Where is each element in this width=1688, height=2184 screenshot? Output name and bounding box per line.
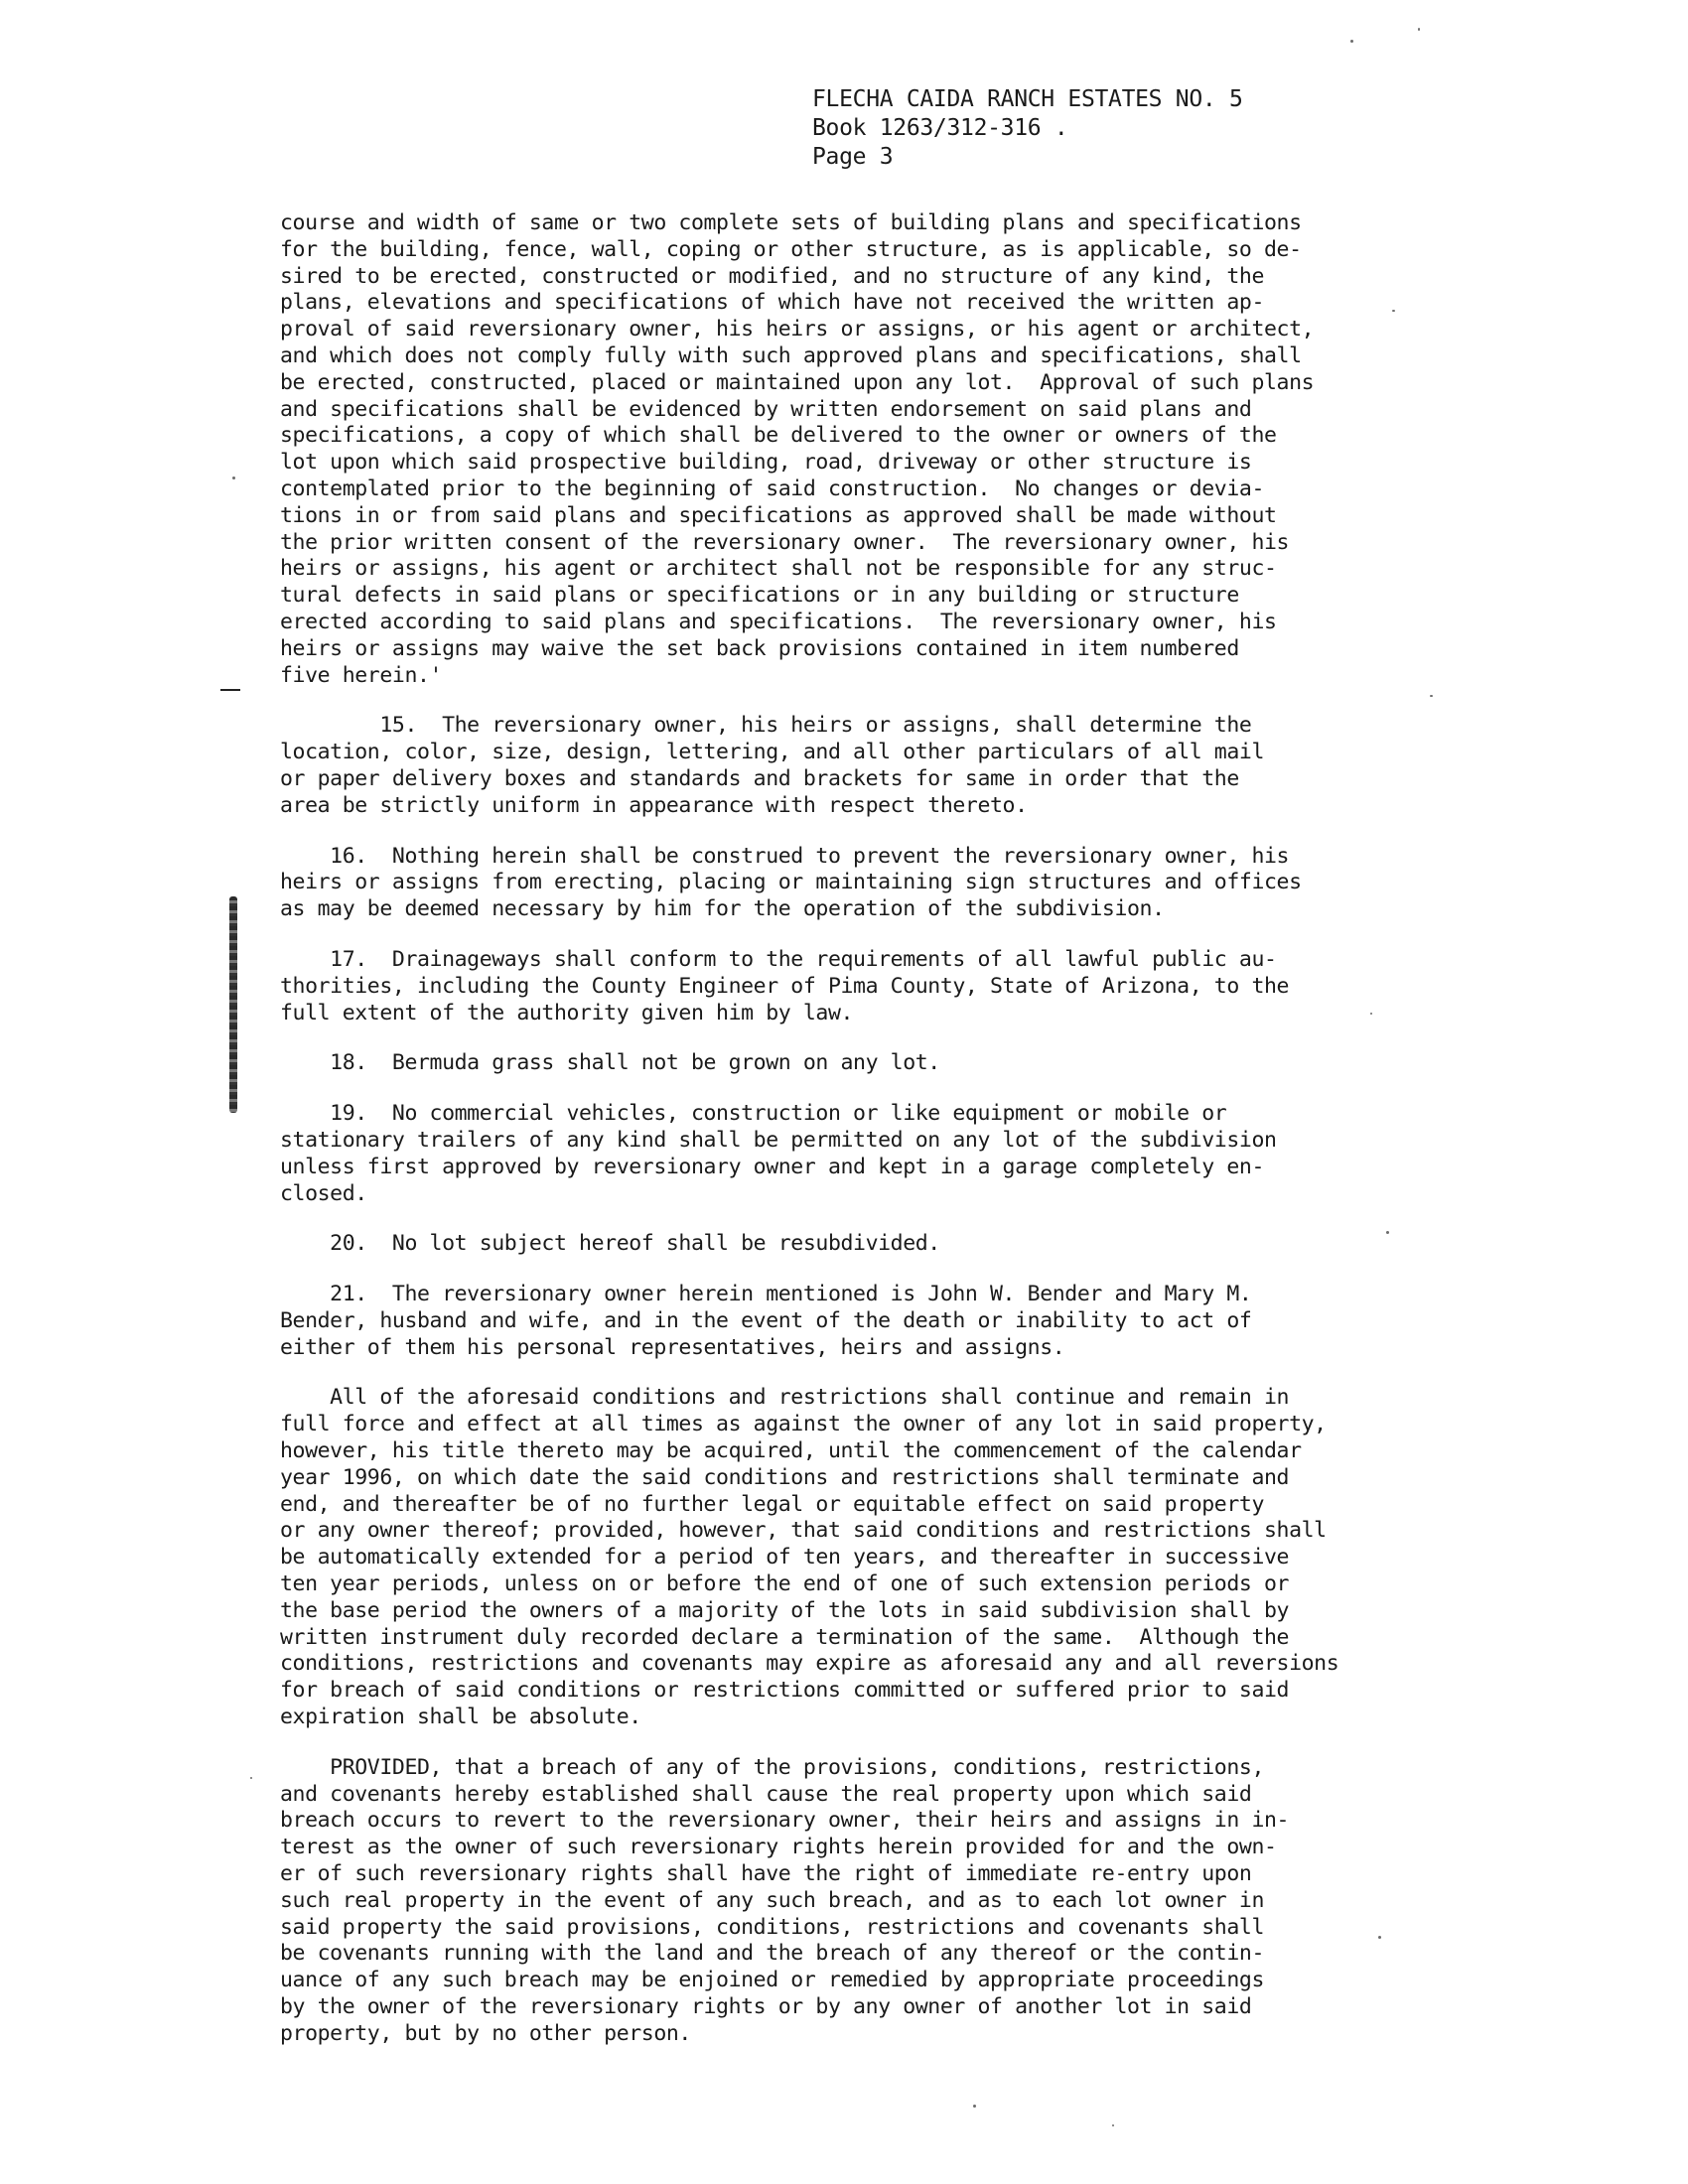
text-line: terest as the owner of such reversionary rights herein provided for and the own-	[280, 1835, 1277, 1860]
header-page-number: Page 3	[812, 144, 894, 170]
paragraph	[280, 210, 1404, 689]
text-line: however, his title thereto may be acquired, until the commencement of the calendar	[280, 1438, 1302, 1464]
text-line: 15. The reversionary owner, his heirs or assigns, shall determine the	[280, 713, 1252, 739]
text-line: full extent of the authority given him by law.	[280, 1000, 854, 1025]
text-line: Bender, husband and wife, and in the event of the death or inability to act of	[280, 1307, 1252, 1333]
text-line: be covenants running with the land and the breach of any thereof or the contin-	[280, 1941, 1264, 1967]
paragraph	[280, 1050, 1404, 1077]
text-line: PROVIDED, that a breach of any of the provisions, conditions, restrictions,	[280, 1754, 1264, 1780]
scan-speck	[232, 477, 235, 479]
text-line: such real property in the event of any such breach, and as to each lot owner in	[280, 1887, 1264, 1913]
header-title: FLECHA CAIDA RANCH ESTATES NO. 5	[812, 86, 1243, 112]
text-line: plans, elevations and specifications of which have not received the written ap-	[280, 290, 1264, 316]
text-line: 21. The reversionary owner herein mentioned is John W. Bender and Mary M.	[280, 1282, 1252, 1307]
paragraph	[280, 1231, 1404, 1258]
text-line: stationary trailers of any kind shall be permitted on any lot of the subdivision	[280, 1127, 1277, 1153]
text-line: contemplated prior to the beginning of said construction. No changes or devia-	[280, 476, 1264, 501]
text-line: 17. Drainageways shall conform to the requirements of all lawful public au-	[280, 946, 1277, 972]
scan-speck	[1112, 2124, 1114, 2126]
text-line: expiration shall be absolute.	[280, 1705, 641, 1730]
scan-speck	[1392, 310, 1395, 312]
text-line: for breach of said conditions or restrictions committed or suffered prior to said	[280, 1678, 1290, 1704]
text-line: ten year periods, unless on or before the end of one of such extension periods or	[280, 1571, 1290, 1597]
text-line: full force and effect at all times as against the owner of any lot in said property,	[280, 1412, 1327, 1437]
text-line: heirs or assigns, his agent or architect shall not be responsible for any struc-	[280, 556, 1277, 582]
text-line: area be strictly uniform in appearance with respect thereto.	[280, 792, 1028, 818]
scan-speck	[1378, 1936, 1381, 1939]
text-line: heirs or assigns from erecting, placing or maintaining sign structures and offices	[280, 870, 1302, 895]
text-line: as may be deemed necessary by him for the operation of the subdivision.	[280, 896, 1165, 922]
text-line: be automatically extended for a period of ten years, and thereafter in successive	[280, 1545, 1290, 1570]
header-book-reference: Book 1263/312-316 .	[812, 115, 1068, 141]
text-line: and covenants hereby established shall cause the real property upon which said	[280, 1781, 1252, 1807]
text-line: said property the said provisions, conditions, restrictions and covenants shall	[280, 1914, 1264, 1940]
text-line: five herein.'	[280, 662, 443, 688]
scan-speck	[1430, 695, 1433, 697]
text-line: 18. Bermuda grass shall not be grown on any lot.	[280, 1050, 940, 1076]
text-line: written instrument duly recorded declare a termination of the same. Although the	[280, 1624, 1290, 1650]
text-line: 16. Nothing herein shall be construed to prevent the reversionary owner, his	[280, 843, 1290, 869]
text-line: the prior written consent of the reversionary owner. The reversionary owner, his	[280, 529, 1290, 555]
paragraph	[280, 1101, 1404, 1207]
text-line: uance of any such breach may be enjoined or remedied by appropriate proceedings	[280, 1968, 1264, 1993]
text-line: and specifications shall be evidenced by written endorsement on said plans and	[280, 396, 1252, 422]
document-header	[812, 85, 1243, 172]
text-line: or paper delivery boxes and standards and brackets for same in order that the	[280, 765, 1239, 791]
paragraph	[280, 713, 1404, 819]
text-line: 20. No lot subject hereof shall be resubdivided.	[280, 1231, 940, 1257]
text-line: unless first approved by reversionary owner and kept in a garage completely en-	[280, 1154, 1264, 1179]
scan-speck	[1370, 1013, 1372, 1015]
text-line: course and width of same or two complete sets of building plans and specifications	[280, 210, 1302, 235]
text-line: location, color, size, design, lettering, and all other particulars of all mail	[280, 740, 1264, 765]
text-line: conditions, restrictions and covenants may expire as aforesaid any and all reversions	[280, 1651, 1339, 1677]
paragraph	[280, 844, 1404, 923]
scan-speck	[973, 2105, 976, 2108]
text-line: the base period the owners of a majority of the lots in said subdivision shall by	[280, 1597, 1290, 1623]
text-line: All of the aforesaid conditions and restrictions shall continue and remain in	[280, 1385, 1290, 1411]
text-line: er of such reversionary rights shall have the right of immediate re-entry upon	[280, 1861, 1252, 1887]
text-line: for the building, fence, wall, coping or other structure, as is applicable, so de-	[280, 236, 1302, 262]
text-line: either of them his personal representatives, heirs and assigns.	[280, 1334, 1065, 1360]
text-line: specifications, a copy of which shall be delivered to the owner or owners of the	[280, 423, 1277, 449]
paragraph	[280, 1385, 1404, 1730]
paragraph	[280, 1282, 1404, 1361]
scan-speck	[1418, 28, 1420, 31]
text-line: thorities, including the County Engineer of Pima County, State of Arizona, to the	[280, 973, 1290, 999]
text-line: sired to be erected, constructed or modified, and no structure of any kind, the	[280, 263, 1264, 289]
text-line: heirs or assigns may waive the set back provisions contained in item numbered	[280, 635, 1239, 661]
text-line: or any owner thereof; provided, however, that said conditions and restrictions shall	[280, 1518, 1327, 1544]
text-line: tural defects in said plans or specifications or in any building or structure	[280, 583, 1239, 609]
text-line: tions in or from said plans and specifications as approved shall be made without	[280, 502, 1277, 528]
margin-dash-mark	[220, 689, 240, 691]
text-line: property, but by no other person.	[280, 2020, 691, 2046]
scan-speck	[1350, 40, 1353, 43]
paragraph	[280, 947, 1404, 1026]
text-line: year 1996, on which date the said conditions and restrictions shall terminate and	[280, 1464, 1290, 1490]
text-line: and which does not comply fully with such approved plans and specifications, shall	[280, 342, 1302, 368]
text-line: end, and thereafter be of no further legal or equitable effect on said property	[280, 1491, 1264, 1517]
binding-mark	[229, 896, 237, 1113]
text-line: be erected, constructed, placed or maintained upon any lot. Approval of such plans	[280, 369, 1315, 395]
text-line: by the owner of the reversionary rights or by any owner of another lot in said	[280, 1994, 1252, 2020]
text-line: breach occurs to revert to the reversionary owner, their heirs and assigns in in-	[280, 1808, 1290, 1834]
text-line: erected according to said plans and specifications. The reversionary owner, his	[280, 609, 1277, 634]
document-body	[280, 210, 1404, 2072]
scan-speck	[250, 1777, 252, 1779]
paragraph	[280, 1755, 1404, 2048]
scan-speck	[1386, 1231, 1389, 1234]
text-line: lot upon which said prospective building, road, driveway or other structure is	[280, 450, 1252, 476]
text-line: closed.	[280, 1180, 367, 1206]
text-line: 19. No commercial vehicles, construction or like equipment or mobile or	[280, 1101, 1227, 1127]
text-line: proval of said reversionary owner, his heirs or assigns, or his agent or architect,	[280, 317, 1315, 342]
